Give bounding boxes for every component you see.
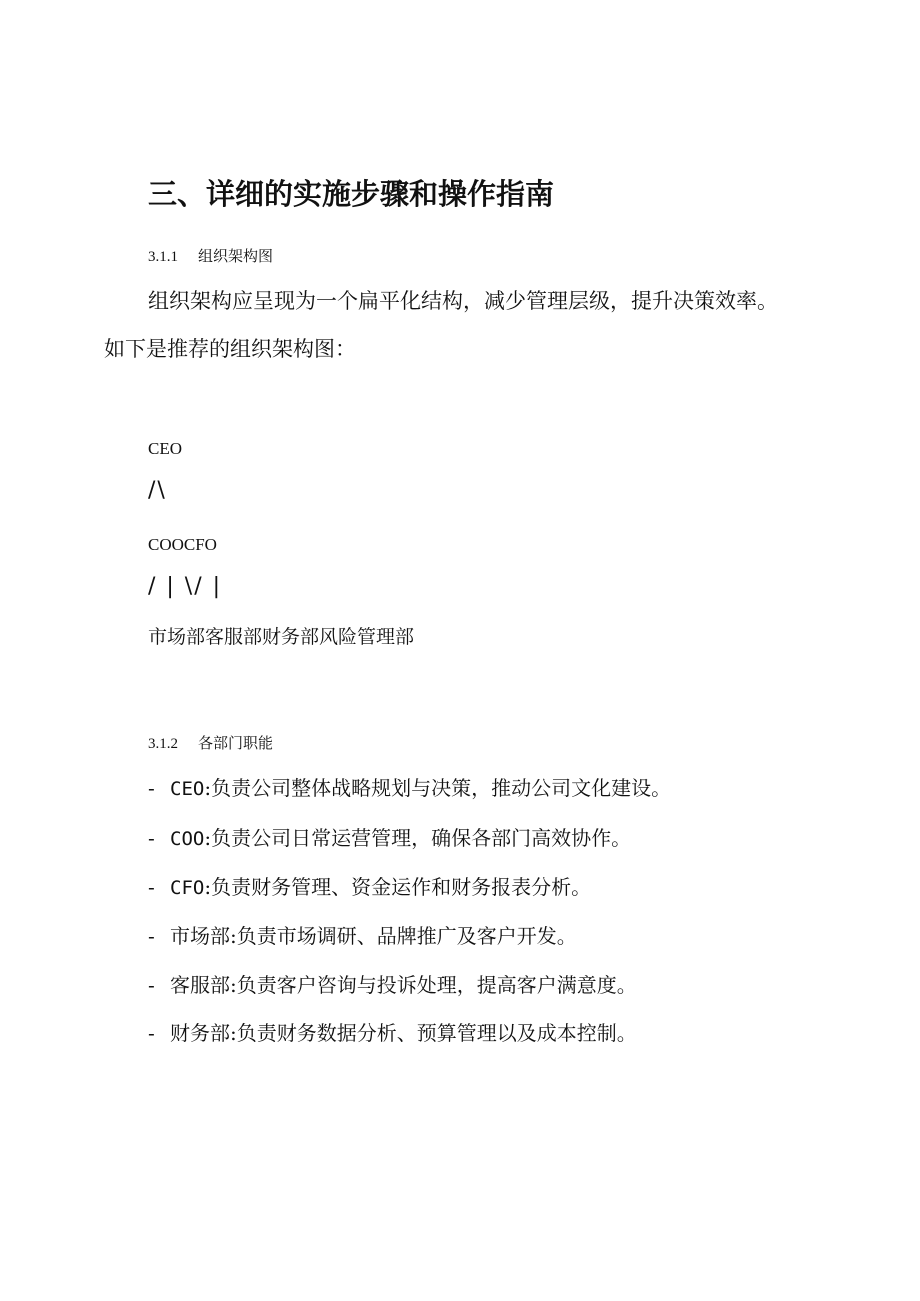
subsection-title: 各部门职能 xyxy=(198,734,274,752)
intro-paragraph-line-2: 如下是推荐的组织架构图： xyxy=(104,337,356,361)
function-item-finance xyxy=(148,1017,637,1046)
section-title: 三、详细的实施步骤和操作指南 xyxy=(148,177,555,211)
org-chart-ceo: CEO xyxy=(148,439,182,458)
list-dash: - xyxy=(148,1021,155,1045)
function-desc: :负责财务管理、资金运作和财务报表分析。 xyxy=(204,875,592,899)
function-role: 客服部 xyxy=(170,973,230,997)
function-desc: :负责财务数据分析、预算管理以及成本控制。 xyxy=(230,1021,637,1045)
function-desc: :负责公司整体战略规划与决策，推动公司文化建设。 xyxy=(204,776,672,800)
subsection-title: 组织架构图 xyxy=(198,247,274,265)
intro-paragraph-line-1: 组织架构应呈现为一个扁平化结构，减少管理层级，提升决策效率。 xyxy=(148,289,778,313)
subsection-heading-3-1-2 xyxy=(148,732,273,753)
subsection-number: 3.1.1 xyxy=(148,249,178,265)
function-item-customer-service xyxy=(148,969,637,998)
function-item-marketing xyxy=(148,920,577,949)
org-chart-coo-cfo: COOCFO xyxy=(148,535,217,554)
function-item-coo xyxy=(148,822,631,851)
function-item-cfo xyxy=(148,871,591,900)
list-dash: - xyxy=(148,973,155,997)
list-dash: - xyxy=(148,776,155,800)
function-role: CEO xyxy=(170,778,205,800)
function-item-ceo xyxy=(148,772,671,801)
list-dash: - xyxy=(148,924,155,948)
function-role: CFO xyxy=(170,877,205,899)
org-chart-branch-1: /\ xyxy=(148,478,167,503)
function-desc: :负责客户咨询与投诉处理，提高客户满意度。 xyxy=(230,973,637,997)
org-chart-departments: 市场部客服部财务部风险管理部 xyxy=(148,626,415,648)
subsection-number: 3.1.2 xyxy=(148,736,178,752)
org-chart-branch-2: / | \/ | xyxy=(148,574,223,599)
function-role: COO xyxy=(170,828,205,850)
function-desc: :负责公司日常运营管理，确保各部门高效协作。 xyxy=(204,826,632,850)
subsection-heading-3-1-1 xyxy=(148,245,273,266)
list-dash: - xyxy=(148,875,155,899)
function-role: 财务部 xyxy=(170,1021,230,1045)
list-dash: - xyxy=(148,826,155,850)
function-role: 市场部 xyxy=(170,924,230,948)
function-desc: :负责市场调研、品牌推广及客户开发。 xyxy=(230,924,577,948)
